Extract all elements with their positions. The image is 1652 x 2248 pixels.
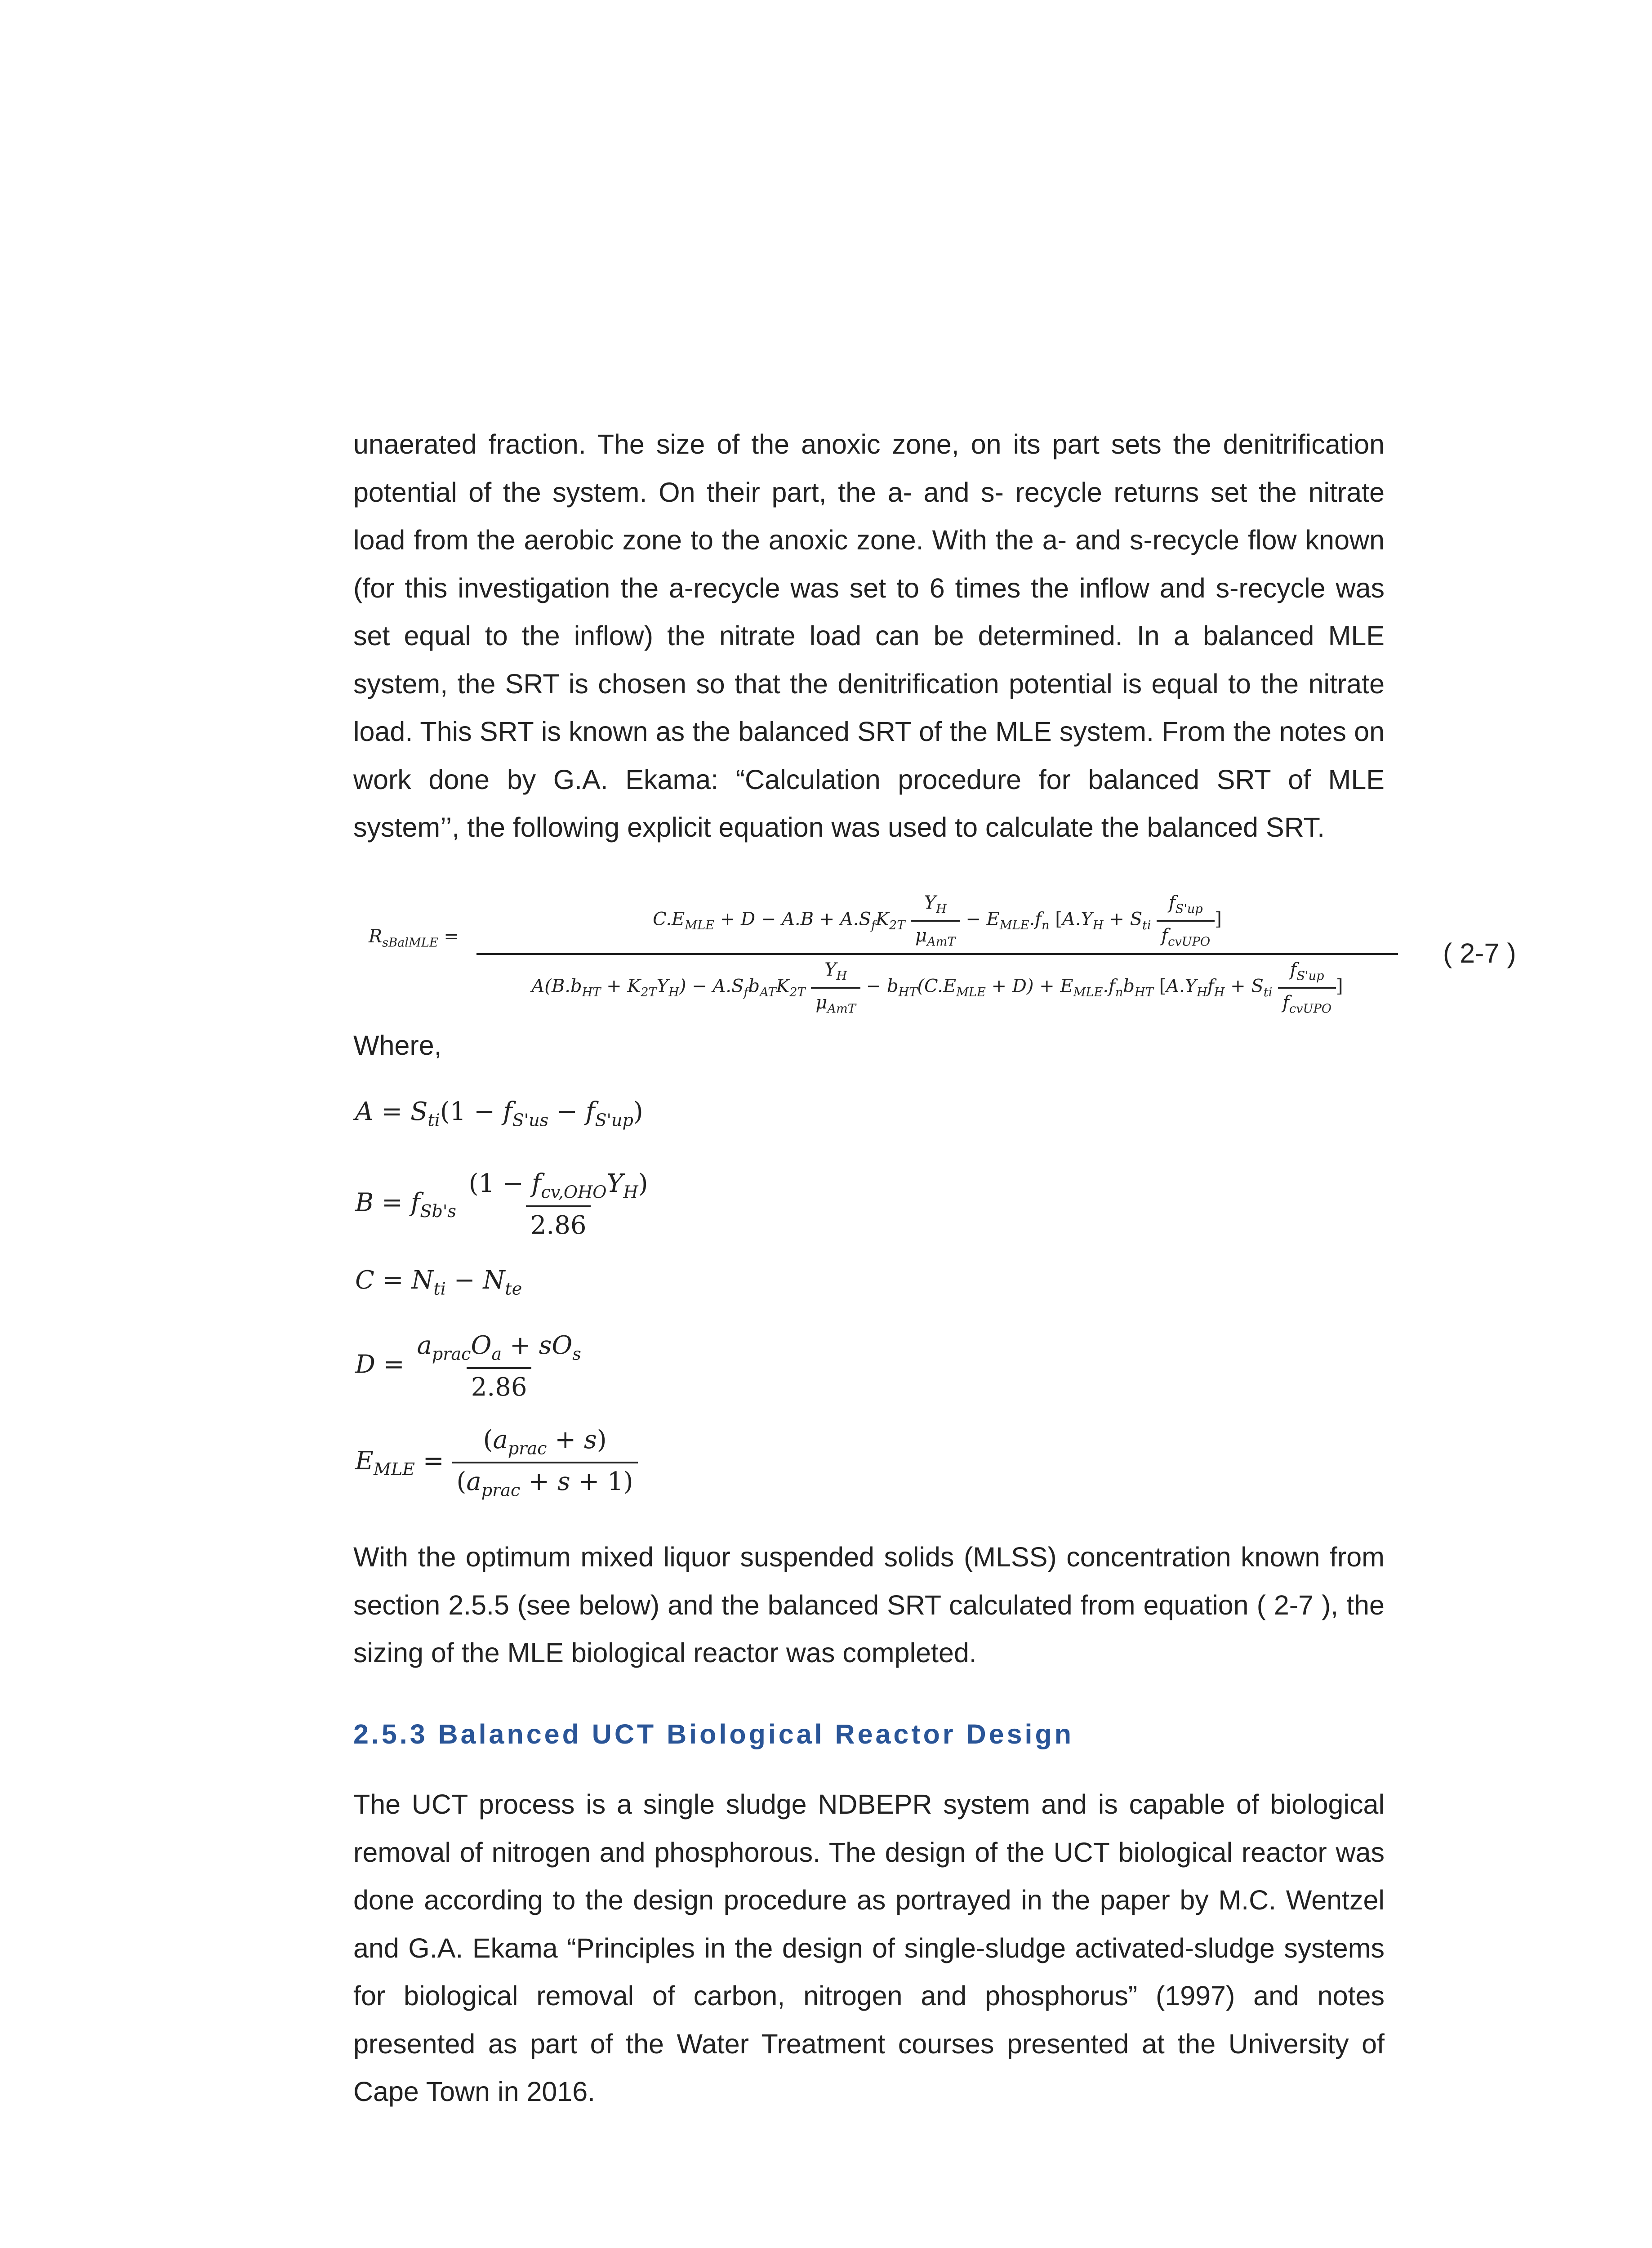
- paragraph-mlss: With the optimum mixed liquor suspended solids (MLSS) concentration known from section 2.5.5 (see below) and the balanced SRT calculated from equation ( 2-7 ), the sizing of the MLE biological reactor was completed.: [353, 1542, 1385, 1668]
- definition-d: D = $\frac{a_{prac}O_a + sO_s}{2.86}$: [355, 1331, 581, 1402]
- definition-b: $B = f_{Sb's}$ $\frac{(1 - f_{cv,OHO}Y_H)}{2.86}$: [355, 1169, 648, 1240]
- paragraph-uct: The UCT process is a single sludge NDBEPR system and is capable of biological removal of nitrogen and phosphorous. The design of the UCT biological reactor was done according to the design procedure as portrayed in the paper by M.C. Wentzel and G.A. Ekama “Principles in the design of single-sludge activated-sludge systems for biological removal of carbon, nitrogen and phosphorus” (1997) and notes presented as part of the Water Treatment courses presented at the University of Cape Town in 2016.: [353, 1789, 1385, 2107]
- definition-b-den: 2.86: [526, 1205, 591, 1240]
- equation-number: ( 2-7 ): [1443, 938, 1516, 968]
- section-heading: 2.5.3 Balanced UCT Biological Reactor Design: [353, 1719, 1074, 1749]
- equation-denominator: $A(B.b_{HT} + K_{2T}Y_H) - A.S_fb_{AT}K_{2T}$ $\frac{Y_H}{\mu_{AmT}}$ − $b_{HT}(C.E_{MLE} + D) + E_{MLE}.f_nb_{HT}$ [$A.Y_Hf_H + S_{ti}$ $\frac{f_{S'up}}{f_{cvUPO}}$ ]: [531, 959, 1343, 1016]
- paragraph-intro: unaerated fraction. The size of the anoxic zone, on its part sets the denitrification potential of the system. On their part, the a- and s- recycle returns set the nitrate load from the aerobic zone to the anoxic zone. With the a- and s-recycle flow known (for this investigation the a-recycle was set to 6 times the inflow and s-recycle was set equal to the inflow) the nitrate load can be determined. In a balanced MLE system, the SRT is chosen so that the denitrification potential is equal to the nitrate load. This SRT is known as the balanced SRT of the MLE system. From the notes on work done by G.A. Ekama: “Calculation procedure for balanced SRT of MLE system’’, the following explicit equation was used to calculate the balanced SRT.: [353, 429, 1385, 843]
- equation-lhs: $R_{sBalMLE}$ =: [369, 926, 459, 950]
- definition-a: $A = S_{ti}(1 - f_{S'us} - f_{S'up})$: [355, 1097, 643, 1130]
- equation-2-7: [476, 892, 1398, 1016]
- where-label: Where,: [353, 1030, 442, 1061]
- equation-numerator: $C.E_{MLE} + D - A.B + A.S_fK_{2T}$ $\frac{Y_H}{\mu_{AmT}}$ − $E_{MLE}.f_n$ [$A.Y_H + S_{ti}$ $\frac{f_{S'up}}{f_{cvUPO}}$ ]: [476, 892, 1398, 955]
- definition-e: $E_{MLE}$ = $\frac{(a_{prac} + s)}{(a_{prac} + s + 1)}$: [355, 1425, 638, 1500]
- definition-c: $C = N_{ti} - N_{te}$: [355, 1266, 522, 1299]
- definition-d-den: 2.86: [467, 1367, 532, 1402]
